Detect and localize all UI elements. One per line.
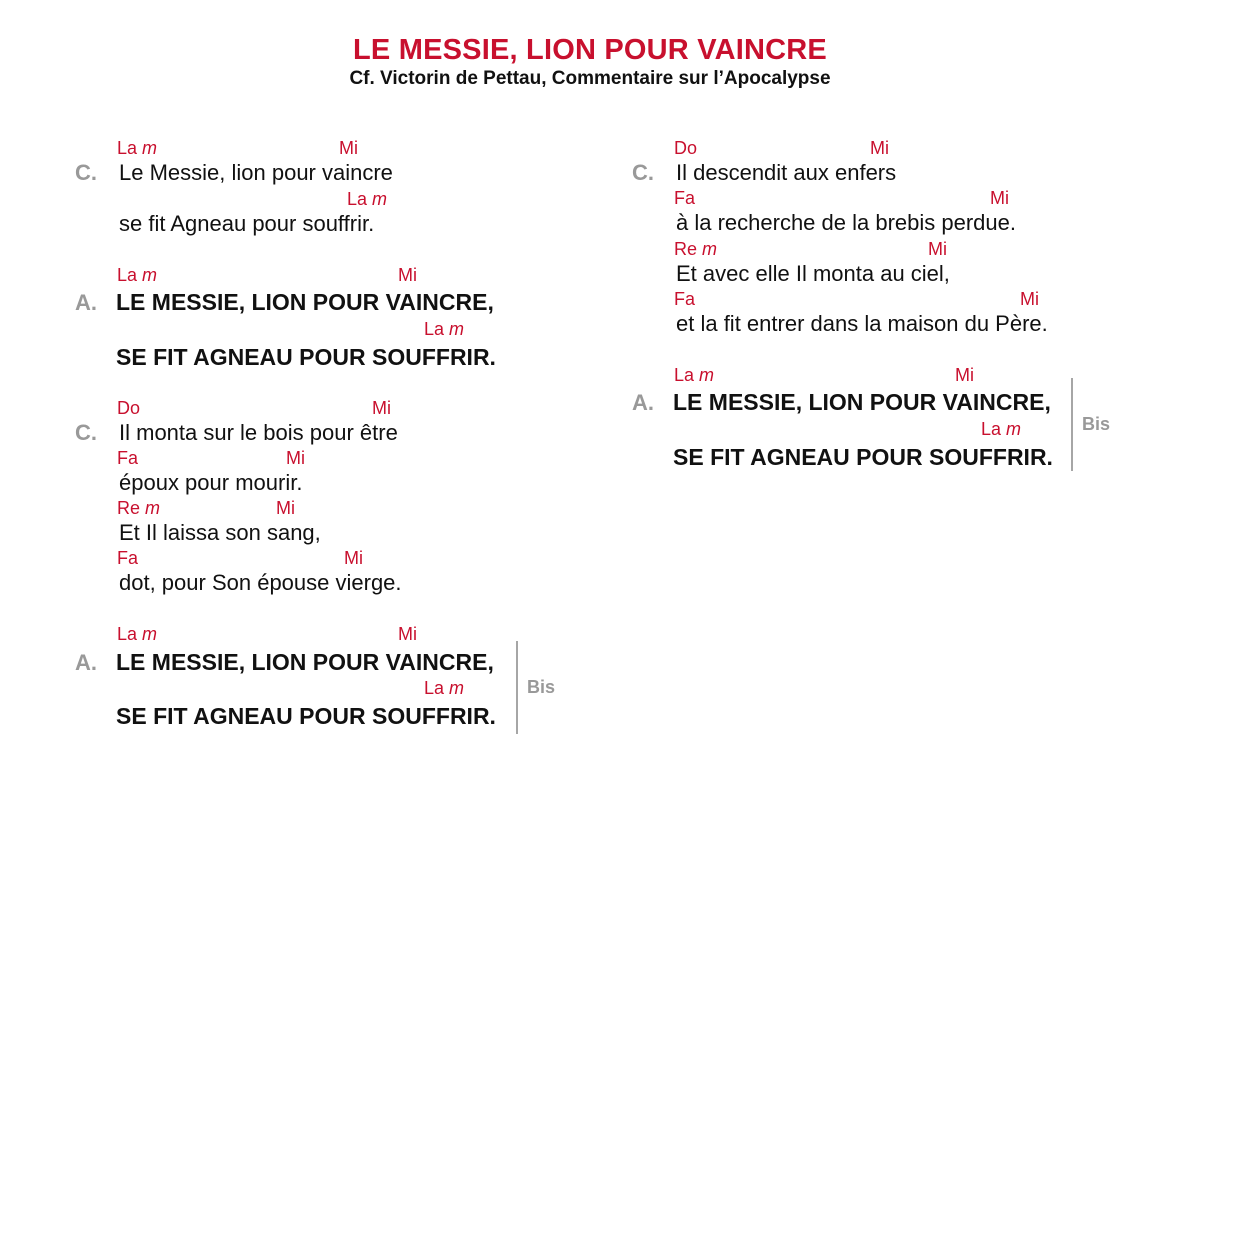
song-title: LE MESSIE, LION POUR VAINCRE [353,34,827,66]
lyric-line: Le Messie, lion pour vaincre [119,160,393,185]
section-label: C. [75,420,97,445]
chord: Mi [286,448,305,468]
chord: La m [117,138,158,158]
chord: Mi [344,548,363,568]
lyric-line: Il monta sur le bois pour être [119,420,398,445]
chord: La m [674,365,715,385]
chord: Fa [674,289,696,309]
chord: Mi [372,398,391,418]
section-label: A. [632,390,654,415]
chord: Fa [117,448,139,468]
refrain-line: SE FIT AGNEAU POUR SOUFFRIR. [116,344,496,370]
chord: Fa [674,188,696,208]
song-subtitle: Cf. Victorin de Pettau, Commentaire sur l’Apocalypse [349,68,831,89]
chord: Mi [955,365,974,385]
bis-bracket [516,641,518,734]
chord: Mi [276,498,295,518]
lyric-line: époux pour mourir. [119,470,303,495]
lyric-line: Et avec elle Il monta au ciel, [676,261,950,286]
chord: Do [117,398,141,418]
bis-label: Bis [527,677,556,697]
refrain-line: LE MESSIE, LION POUR VAINCRE, [673,389,1051,415]
refrain-line: SE FIT AGNEAU POUR SOUFFRIR. [116,703,496,729]
section-label: C. [75,160,97,185]
chord: La m [424,678,465,698]
chord: Re m [117,498,161,518]
section-label: A. [75,290,97,315]
refrain-line: LE MESSIE, LION POUR VAINCRE, [116,649,494,675]
chord: La m [981,419,1022,439]
bis-label: Bis [1082,414,1111,434]
chord: La m [347,189,388,209]
chord: Re m [674,239,718,259]
section-label: A. [75,650,97,675]
section-label: C. [632,160,654,185]
refrain-line: LE MESSIE, LION POUR VAINCRE, [116,289,494,315]
lyric-line: se fit Agneau pour souffrir. [119,211,375,236]
chord: La m [117,624,158,644]
lyric-line: à la recherche de la brebis perdue. [676,210,1016,235]
chord: Fa [117,548,139,568]
lyric-line: Et Il laissa son sang, [119,520,321,545]
chord: La m [424,319,465,339]
chord: Mi [398,624,417,644]
chord: Do [674,138,698,158]
chord: Mi [1020,289,1039,309]
chord: Mi [398,265,417,285]
lyric-line: Il descendit aux enfers [676,160,897,185]
lyric-line: et la fit entrer dans la maison du Père. [676,311,1048,336]
chord: Mi [928,239,947,259]
lyric-line: dot, pour Son épouse vierge. [119,570,402,595]
bis-bracket [1071,378,1073,471]
chord: Mi [339,138,358,158]
chord: Mi [990,188,1009,208]
chord: La m [117,265,158,285]
refrain-line: SE FIT AGNEAU POUR SOUFFRIR. [673,444,1053,470]
chord: Mi [870,138,889,158]
